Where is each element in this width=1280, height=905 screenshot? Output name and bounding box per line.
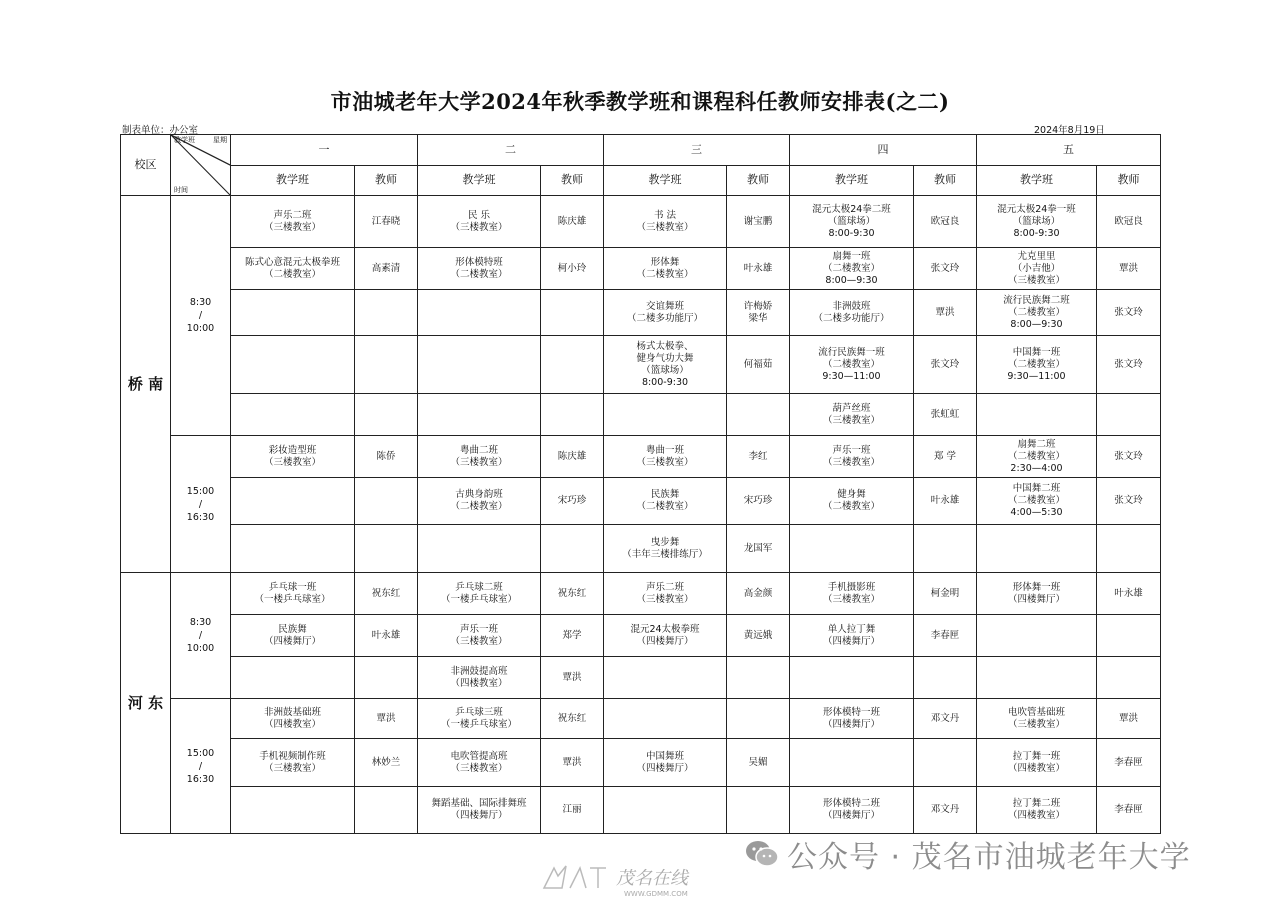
col-header-class: 教学班 — [418, 165, 541, 196]
class-cell: 非洲鼓基础班 （四楼教室） — [231, 699, 355, 739]
teacher-cell: 祝东红 — [541, 573, 604, 615]
class-cell — [231, 394, 355, 436]
teacher-cell — [914, 525, 977, 573]
diag-label-weekday: 星期 — [213, 136, 227, 144]
col-header-class: 教学班 — [977, 165, 1097, 196]
teacher-cell — [1097, 615, 1161, 657]
class-cell: 乒乓球二班 （一楼乒乓球室） — [418, 573, 541, 615]
class-cell — [977, 657, 1097, 699]
class-cell: 民 乐 （三楼教室） — [418, 196, 541, 248]
teacher-cell — [355, 657, 418, 699]
teacher-cell: 李春匣 — [914, 615, 977, 657]
teacher-cell: 张文玲 — [1097, 290, 1161, 336]
class-cell — [231, 787, 355, 834]
teacher-cell: 覃洪 — [541, 739, 604, 787]
table-row — [121, 739, 1161, 787]
site-logo-text: 茂名在线 — [616, 868, 688, 889]
class-cell: 流行民族舞二班 （二楼教室） 8:00—9:30 — [977, 290, 1097, 336]
teacher-cell: 覃洪 — [541, 657, 604, 699]
class-cell — [977, 525, 1097, 573]
teacher-cell: 宋巧珍 — [727, 478, 790, 525]
class-cell: 葫芦丝班 （三楼教室） — [790, 394, 914, 436]
teacher-cell: 张文玲 — [1097, 478, 1161, 525]
table-row — [121, 615, 1161, 657]
day-header-fri: 五 — [977, 135, 1161, 166]
class-cell: 彩妆造型班 （三楼教室） — [231, 436, 355, 478]
table-row — [121, 657, 1161, 699]
class-cell — [790, 657, 914, 699]
class-cell: 非洲鼓班 （二楼多功能厅） — [790, 290, 914, 336]
teacher-cell — [355, 290, 418, 336]
class-cell: 声乐一班 （三楼教室） — [418, 615, 541, 657]
teacher-cell — [727, 657, 790, 699]
col-header-class: 教学班 — [790, 165, 914, 196]
class-cell — [418, 525, 541, 573]
table-row — [121, 573, 1161, 615]
site-logo — [540, 862, 688, 898]
teacher-cell — [355, 336, 418, 394]
class-cell: 声乐二班 （三楼教室） — [231, 196, 355, 248]
teacher-cell: 陈庆雄 — [541, 196, 604, 248]
table-row — [121, 478, 1161, 525]
class-cell — [418, 336, 541, 394]
day-header-tue: 二 — [418, 135, 604, 166]
table-row — [121, 336, 1161, 394]
class-cell: 形体模特二班 （四楼舞厅） — [790, 787, 914, 834]
class-cell: 混元太极24拳一班 （篮球场） 8:00-9:30 — [977, 196, 1097, 248]
teacher-cell: 李红 — [727, 436, 790, 478]
class-cell — [418, 290, 541, 336]
class-cell — [418, 394, 541, 436]
teacher-cell — [355, 478, 418, 525]
teacher-cell — [1097, 394, 1161, 436]
teacher-cell — [541, 336, 604, 394]
teacher-cell — [541, 525, 604, 573]
teacher-cell: 宋巧珍 — [541, 478, 604, 525]
class-cell: 扇舞二班 （二楼教室） 2:30—4:00 — [977, 436, 1097, 478]
table-row — [121, 787, 1161, 834]
wechat-icon — [745, 839, 779, 869]
class-cell — [604, 394, 727, 436]
campus-name: 河 东 — [121, 573, 171, 834]
table-row — [121, 436, 1161, 478]
teacher-cell: 江丽 — [541, 787, 604, 834]
class-cell: 交谊舞班 （二楼多功能厅） — [604, 290, 727, 336]
teacher-cell: 叶永雄 — [727, 248, 790, 290]
class-cell: 拉丁舞二班 （四楼教室） — [977, 787, 1097, 834]
day-header-wed: 三 — [604, 135, 790, 166]
schedule-table — [120, 134, 1161, 834]
issue-date: 2024年8月19日 — [1034, 125, 1105, 136]
class-cell: 曳步舞 （丰年三楼排练厅） — [604, 525, 727, 573]
class-cell: 尤克里里 （小吉他） （三楼教室） — [977, 248, 1097, 290]
class-cell — [977, 615, 1097, 657]
class-cell: 乒乓球三班 （一楼乒乓球室） — [418, 699, 541, 739]
time-slot: 15:00 / 16:30 — [171, 699, 231, 834]
class-cell: 声乐一班 （三楼教室） — [790, 436, 914, 478]
class-cell: 乒乓球一班 （一楼乒乓球室） — [231, 573, 355, 615]
table-row — [121, 525, 1161, 573]
teacher-cell — [914, 657, 977, 699]
class-cell: 声乐二班 （三楼教室） — [604, 573, 727, 615]
teacher-cell: 张文玲 — [914, 248, 977, 290]
issuing-unit: 制表单位：办公室 — [122, 125, 199, 136]
teacher-cell: 叶永雄 — [355, 615, 418, 657]
header-row-days — [121, 135, 1161, 166]
teacher-cell: 张文玲 — [914, 336, 977, 394]
class-cell: 拉丁舞一班 （四楼教室） — [977, 739, 1097, 787]
header-row-columns — [121, 165, 1161, 196]
site-logo-icon — [540, 862, 610, 892]
teacher-cell: 覃洪 — [1097, 699, 1161, 739]
time-slot: 8:30 / 10:00 — [171, 196, 231, 436]
class-cell: 形体舞一班 （四楼舞厅） — [977, 573, 1097, 615]
diagonal-header-cell — [171, 135, 231, 196]
day-header-mon: 一 — [231, 135, 418, 166]
class-cell: 扇舞一班 （二楼教室） 8:00—9:30 — [790, 248, 914, 290]
class-cell: 混元24太极拳班 （四楼舞厅） — [604, 615, 727, 657]
teacher-cell: 陈侨 — [355, 436, 418, 478]
teacher-cell: 江春晓 — [355, 196, 418, 248]
watermark-text: 公众号 · 茂名市油城老年大学 — [787, 840, 1191, 875]
teacher-cell: 覃洪 — [1097, 248, 1161, 290]
teacher-cell: 高素清 — [355, 248, 418, 290]
col-header-teacher: 教师 — [541, 165, 604, 196]
teacher-cell: 邓文丹 — [914, 699, 977, 739]
class-cell: 杨式太极拳、 健身气功大舞 （篮球场） 8:00-9:30 — [604, 336, 727, 394]
document-title: 市油城老年大学2024年秋季教学班和课程科任教师安排表(之二) — [330, 89, 950, 114]
teacher-cell — [914, 739, 977, 787]
class-cell: 中国舞一班 （二楼教室） 9:30—11:00 — [977, 336, 1097, 394]
teacher-cell: 邓文丹 — [914, 787, 977, 834]
site-logo-url: WWW.GDMM.COM — [624, 890, 688, 898]
class-cell: 形体模特班 （二楼教室） — [418, 248, 541, 290]
teacher-cell: 许梅娇 梁华 — [727, 290, 790, 336]
col-header-class: 教学班 — [604, 165, 727, 196]
teacher-cell: 高金颜 — [727, 573, 790, 615]
teacher-cell: 祝东红 — [541, 699, 604, 739]
teacher-cell — [355, 394, 418, 436]
teacher-cell: 李春匣 — [1097, 787, 1161, 834]
time-slot: 8:30 / 10:00 — [171, 573, 231, 699]
class-cell — [231, 290, 355, 336]
table-row — [121, 699, 1161, 739]
class-cell — [231, 336, 355, 394]
teacher-cell: 陈庆雄 — [541, 436, 604, 478]
class-cell: 非洲鼓提高班 （四楼教室） — [418, 657, 541, 699]
table-row — [121, 248, 1161, 290]
teacher-cell: 龙国军 — [727, 525, 790, 573]
class-cell: 手机摄影班 （三楼教室） — [790, 573, 914, 615]
class-cell: 单人拉丁舞 （四楼舞厅） — [790, 615, 914, 657]
teacher-cell: 叶永雄 — [914, 478, 977, 525]
teacher-cell: 张虹虹 — [914, 394, 977, 436]
time-slot: 15:00 / 16:30 — [171, 436, 231, 573]
teacher-cell: 欧冠良 — [1097, 196, 1161, 248]
teacher-cell — [1097, 657, 1161, 699]
class-cell: 混元太极24拳二班 （篮球场） 8:00-9:30 — [790, 196, 914, 248]
teacher-cell — [541, 290, 604, 336]
class-cell: 古典身韵班 （二楼教室） — [418, 478, 541, 525]
teacher-cell: 谢宝鹏 — [727, 196, 790, 248]
teacher-cell: 李春匣 — [1097, 739, 1161, 787]
class-cell — [977, 394, 1097, 436]
teacher-cell — [1097, 525, 1161, 573]
class-cell — [790, 739, 914, 787]
col-header-teacher: 教师 — [914, 165, 977, 196]
class-cell — [604, 699, 727, 739]
class-cell: 民族舞 （四楼舞厅） — [231, 615, 355, 657]
teacher-cell — [355, 525, 418, 573]
class-cell — [231, 478, 355, 525]
watermark — [745, 832, 1191, 876]
table-row — [121, 196, 1161, 248]
class-cell: 手机视频制作班 （三楼教室） — [231, 739, 355, 787]
teacher-cell: 覃洪 — [355, 699, 418, 739]
teacher-cell — [355, 787, 418, 834]
diag-label-class: 教学班 — [174, 136, 195, 144]
class-cell: 书 法 （三楼教室） — [604, 196, 727, 248]
diag-label-time: 时间 — [174, 186, 188, 194]
teacher-cell: 欧冠良 — [914, 196, 977, 248]
teacher-cell — [541, 394, 604, 436]
teacher-cell — [727, 394, 790, 436]
table-row — [121, 394, 1161, 436]
class-cell: 粤曲二班 （三楼教室） — [418, 436, 541, 478]
teacher-cell: 吴媚 — [727, 739, 790, 787]
class-cell — [231, 525, 355, 573]
col-header-class: 教学班 — [231, 165, 355, 196]
class-cell — [790, 525, 914, 573]
class-cell — [604, 657, 727, 699]
teacher-cell: 张文玲 — [1097, 436, 1161, 478]
class-cell: 中国舞二班 （二楼教室） 4:00—5:30 — [977, 478, 1097, 525]
campus-header: 校区 — [121, 135, 171, 196]
table-row — [121, 290, 1161, 336]
class-cell: 流行民族舞一班 （二楼教室） 9:30—11:00 — [790, 336, 914, 394]
teacher-cell — [727, 699, 790, 739]
teacher-cell: 叶永雄 — [1097, 573, 1161, 615]
col-header-teacher: 教师 — [727, 165, 790, 196]
class-cell: 民族舞 （二楼教室） — [604, 478, 727, 525]
teacher-cell: 郑学 — [541, 615, 604, 657]
teacher-cell: 林妙兰 — [355, 739, 418, 787]
teacher-cell: 柯金明 — [914, 573, 977, 615]
teacher-cell: 何福茹 — [727, 336, 790, 394]
col-header-teacher: 教师 — [1097, 165, 1161, 196]
teacher-cell: 郑 学 — [914, 436, 977, 478]
class-cell: 电吹管提高班 （三楼教室） — [418, 739, 541, 787]
teacher-cell: 覃洪 — [914, 290, 977, 336]
teacher-cell: 黄远娥 — [727, 615, 790, 657]
class-cell — [604, 787, 727, 834]
class-cell: 形体模特一班 （四楼舞厅） — [790, 699, 914, 739]
class-cell: 舞蹈基础、国际排舞班 （四楼舞厅） — [418, 787, 541, 834]
campus-name: 桥 南 — [121, 196, 171, 573]
class-cell: 电吹管基础班 （三楼教室） — [977, 699, 1097, 739]
class-cell: 形体舞 （二楼教室） — [604, 248, 727, 290]
class-cell — [231, 657, 355, 699]
teacher-cell: 柯小玲 — [541, 248, 604, 290]
class-cell: 陈式心意混元太极拳班 （二楼教室） — [231, 248, 355, 290]
class-cell: 中国舞班 （四楼舞厅） — [604, 739, 727, 787]
col-header-teacher: 教师 — [355, 165, 418, 196]
teacher-cell: 张文玲 — [1097, 336, 1161, 394]
teacher-cell: 祝东红 — [355, 573, 418, 615]
class-cell: 粤曲一班 （三楼教室） — [604, 436, 727, 478]
day-header-thu: 四 — [790, 135, 977, 166]
class-cell: 健身舞 （二楼教室） — [790, 478, 914, 525]
teacher-cell — [727, 787, 790, 834]
